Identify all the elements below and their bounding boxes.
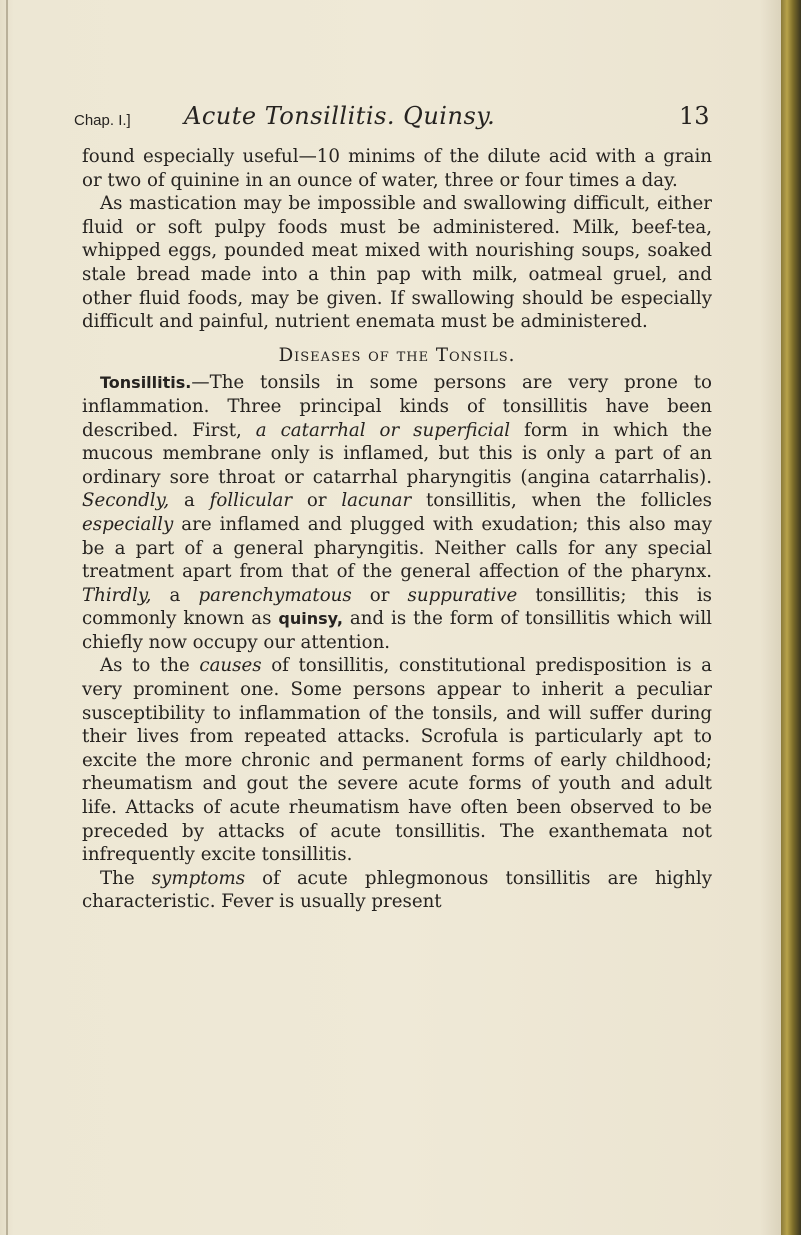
section-heading: Diseases of the Tonsils. bbox=[278, 344, 516, 366]
running-title: Acute Tonsillitis. Quinsy. bbox=[184, 102, 496, 130]
paragraph-4: As to the causes of tonsillitis, constitutional predisposition is a very prominent one. Some persons appear to inherit a peculiar susceptibility to inflammation of the tonsils, and will suffer during their lives from repeated attacks. Scrofula is particularly apt to excite the more chronic and permanent forms of early childhood; rheumatism and gout the severe acute forms of youth and adult life. Attacks of acute rheumatism have often been observed to be preceded by attacks of acute tonsillitis. The exanthemata not infrequently excite tonsillitis. bbox=[82, 655, 712, 866]
page-edge-shadow bbox=[6, 0, 8, 1235]
running-header bbox=[74, 100, 714, 140]
book-binding-edge bbox=[781, 0, 801, 1235]
paragraph-1: found especially useful—10 minims of the dilute acid with a grain or two of quinine in an ounce of water, three or four times a day. bbox=[82, 146, 712, 191]
term-tonsillitis: Tonsillitis. bbox=[100, 373, 192, 393]
paragraph-2: As mastication may be impossible and swallowing difficult, either fluid or soft pulpy foods must be administered. Milk, beef-tea, whipped eggs, pounded meat mixed with nourishing soups, soaked stale bread made into a thin pap with milk, oatmeal gruel, and other fluid foods, may be given. If swallowing should be especially difficult and painful, nutrient enemata must be administered. bbox=[82, 193, 712, 333]
chapter-label: Chap. I.] bbox=[74, 112, 131, 129]
page-number: 13 bbox=[679, 102, 710, 130]
paragraph-3: Tonsillitis.—The tonsils in some persons are very prone to inflammation. Three principal kinds of tonsillitis have been described. First, a catarrhal or superficial form in which the mucous membrane only is inflamed, but this is only a part of an ordinary sore throat or catarrhal pharyngitis (angina catarrhalis). Secondly, a follicular or lacunar tonsillitis, when the follicles especially are inflamed and plugged with exudation; this also may be a part of a general pharyngitis. Neither calls for any special treatment apart from that of the general affection of the pharynx. Thirdly, a parenchymatous or suppurative tonsillitis; this is commonly known as quinsy, and is the form of tonsillitis which will chiefly now occupy our attention. bbox=[82, 372, 713, 653]
page-body bbox=[82, 145, 712, 914]
term-quinsy: quinsy, bbox=[278, 609, 343, 629]
paragraph-5: The symptoms of acute phlegmonous tonsillitis are highly characteristic. Fever is usually present bbox=[82, 867, 712, 913]
